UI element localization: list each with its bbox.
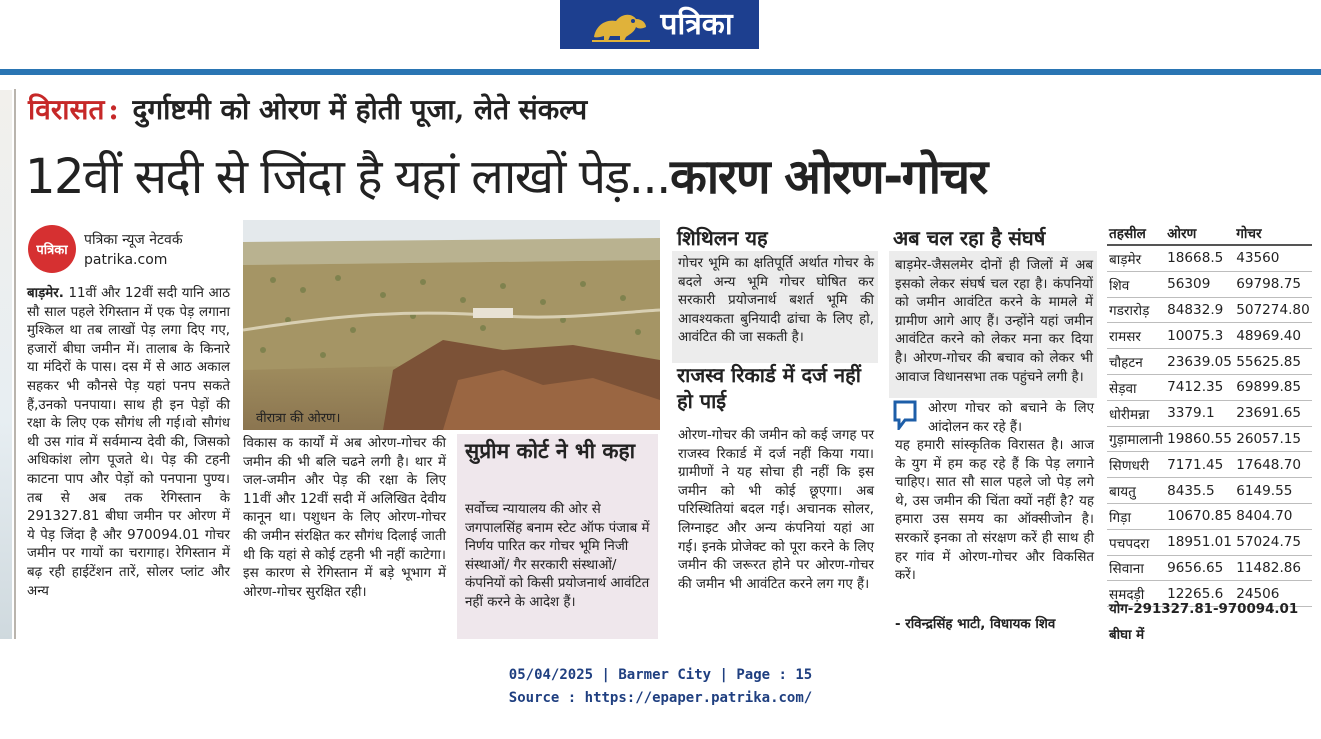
headline-part-a: 12वीं सदी से जिंदा है यहां लाखों पेड़... — [25, 149, 670, 205]
table-row — [1107, 555, 1312, 581]
table-cell-gochar: 11482.86 — [1234, 555, 1312, 581]
table-cell-gochar: 57024.75 — [1234, 529, 1312, 555]
lion-emblem-icon — [586, 5, 656, 45]
table-row — [1107, 349, 1312, 375]
table-cell-gochar: 8404.70 — [1234, 503, 1312, 529]
table-cell-oran: 10670.85 — [1165, 503, 1234, 529]
quote-icon — [893, 400, 917, 430]
table-row — [1107, 323, 1312, 349]
table-cell-oran: 7171.45 — [1165, 452, 1234, 478]
table-cell-tehsil: बायतु — [1107, 478, 1165, 504]
table-header-gochar: गोचर — [1234, 220, 1312, 245]
table-cell-tehsil: गुड़ामालानी — [1107, 426, 1165, 452]
byline-logo: पत्रिका — [28, 225, 76, 273]
table-cell-tehsil: सिवाना — [1107, 555, 1165, 581]
byline-site: patrika.com — [84, 252, 168, 268]
table-cell-gochar: 55625.85 — [1234, 349, 1312, 375]
table-cell-oran: 23639.05 — [1165, 349, 1234, 375]
quote-text-lead: ओरण गोचर को बचाने के लिए आंदोलन कर रहे हैं। — [928, 401, 1094, 435]
table-cell-gochar: 69798.75 — [1234, 271, 1312, 297]
table-cell-oran: 84832.9 — [1165, 297, 1234, 323]
table-header-row — [1107, 220, 1312, 245]
table-row — [1107, 452, 1312, 478]
dateline: बाड़मेर. — [27, 286, 64, 301]
footer-source: Source : https://epaper.patrika.com/ — [508, 690, 813, 706]
photo-caption: वीरात्रा की ओरण। — [256, 411, 341, 426]
table-cell-oran: 3379.1 — [1165, 400, 1234, 426]
byline-network: पत्रिका न्यूज नेटवर्क — [84, 232, 183, 248]
table-cell-tehsil: सेड़वा — [1107, 374, 1165, 400]
table-cell-tehsil: पचपदरा — [1107, 529, 1165, 555]
table-cell-oran: 8435.5 — [1165, 478, 1234, 504]
table-cell-gochar: 26057.15 — [1234, 426, 1312, 452]
quote-attribution-text: - रविन्द्रसिंह भाटी, विधायक शिव — [895, 617, 1056, 632]
orans-landscape-image — [243, 220, 660, 430]
kicker-separator: : — [108, 93, 119, 126]
revenue-record-heading: राजस्व रिकार्ड में दर्ज नहीं हो पाई — [677, 363, 861, 413]
table-unit: बीघा में — [1109, 628, 1145, 639]
struggle-text: बाड़मेर-जैसलमेर दोनों ही जिलों में अब इसको लेकर संघर्ष चल रहा है। कंपनियों को जमीन आवंटित करने के मामले में ग्रामीण आगे आए हैं। उन्होंने यहां जमीन आवंटित करने को लेकर मना कर दिया है। ओरण-गोचर की बचाव को लेकर भी आवाज विधानसभा तक पहुंचने लगी है। — [895, 258, 1093, 385]
table-cell-gochar: 23691.65 — [1234, 400, 1312, 426]
footer-date-edition: 05/04/2025 | Barmer City | Page : 15 — [508, 667, 813, 683]
table-cell-gochar: 17648.70 — [1234, 452, 1312, 478]
table-cell-tehsil: बाड़मेर — [1107, 245, 1165, 271]
struggle-heading: अब चल रहा है संघर्ष — [893, 226, 1046, 250]
table-cell-gochar: 24506 — [1234, 581, 1312, 607]
table-cell-tehsil: चौहटन — [1107, 349, 1165, 375]
revenue-record-text: ओरण-गोचर की जमीन को कई जगह पर राजस्व रिकार्ड में दर्ज नहीं किया गया। ग्रामीणों ने यह सोचा ही नहीं कि इस जमीन को भी कोई छूएगा। अब परिस्थितियां बदल गई। अचानक सोलर, लिग्नाइट और अन्य कंपनियां यहां आ गई। इनके प्रोजेक्ट को पूरा करने के लिए जमीन की जरूरत होने पर ओरण-गोचर की जमीन भी आवंटित करने लग गए हैं। — [678, 428, 874, 592]
table-row — [1107, 426, 1312, 452]
kicker-label: विरासत — [28, 93, 105, 126]
table-cell-oran: 9656.65 — [1165, 555, 1234, 581]
column-divider — [14, 89, 16, 639]
table-cell-oran: 10075.3 — [1165, 323, 1234, 349]
table-cell-tehsil: रामसर — [1107, 323, 1165, 349]
table-header-oran: ओरण — [1165, 220, 1234, 245]
table-header-tehsil: तहसील — [1107, 220, 1165, 245]
masthead-logo — [560, 0, 759, 49]
article-headline — [25, 147, 987, 207]
table-cell-gochar: 69899.85 — [1234, 374, 1312, 400]
table-cell-oran: 12265.6 — [1165, 581, 1234, 607]
table-cell-tehsil: गिड़ा — [1107, 503, 1165, 529]
kicker-text: दुर्गाष्टमी को ओरण में होती पूजा, लेते संकल्प — [132, 93, 588, 126]
table-cell-oran: 18668.5 — [1165, 245, 1234, 271]
table-cell-tehsil: शिव — [1107, 271, 1165, 297]
landscape-photo — [243, 220, 660, 430]
table-row — [1107, 245, 1312, 271]
table-row — [1107, 400, 1312, 426]
table-cell-gochar: 507274.80 — [1234, 297, 1312, 323]
relaxation-heading: शिथिलन यह — [677, 226, 768, 250]
table-cell-oran: 56309 — [1165, 271, 1234, 297]
table-row — [1107, 297, 1312, 323]
table-row — [1107, 478, 1312, 504]
table-cell-oran: 19860.55 — [1165, 426, 1234, 452]
table-cell-gochar: 43560 — [1234, 245, 1312, 271]
supreme-court-text: सर्वोच्च न्यायालय की ओर से जगपालसिंह बनाम स्टेट ऑफ पंजाब में निर्णय पारित कर गोचर भूमि निजी संस्थाओं/ गैर सरकारी संस्थाओं/कंपनियों को किसी प्रयोजनार्थ आवंटित नहीं करने के आदेश हैं। — [465, 502, 650, 610]
table-row — [1107, 529, 1312, 555]
supreme-court-heading: सुप्रीम कोर्ट ने भी कहा — [465, 439, 636, 463]
adjacent-page-edge — [0, 90, 12, 639]
table-row — [1107, 503, 1312, 529]
brand-name: पत्रिका — [660, 7, 733, 42]
article-kicker — [28, 90, 587, 130]
quote-text: यह हमारी सांस्कृतिक विरासत है। आज के युग में हम कह रहे हैं कि पेड़ लगाने चाहिए। सात सौ साल पहले जो पेड़ लगे थे, उस जमीन की चिंता क्यों नहीं है? यह हमारा उस समय का ऑक्सीजोन है। सरकारें इनका तो संरक्षण करें ही साथ ही हर गांव में ओरण-गोचर और विकसित करें। — [895, 438, 1094, 584]
relaxation-text: गोचर भूमि का क्षतिपूर्ति अर्थात गोचर के बदले अन्य भूमि गोचर घोषित कर सरकारी प्रयोजनार्थ बशर्त भूमि की आवश्यकता बुनियादी ढांचा के लिए हो, आवंटित की जा सकती है। — [678, 256, 874, 346]
table-cell-gochar: 6149.55 — [1234, 478, 1312, 504]
table-cell-tehsil: सिणधरी — [1107, 452, 1165, 478]
body-column-left — [27, 285, 230, 601]
newspaper-clipping — [0, 75, 1321, 639]
table-total: योग-291327.81-970094.01 — [1109, 602, 1299, 617]
headline-part-b: कारण ओरण-गोचर — [669, 149, 987, 205]
table-cell-tehsil: समदड़ी — [1107, 581, 1165, 607]
quote-attribution — [895, 616, 1094, 635]
body-text-left: 11वीं और 12वीं सदी यानि आठ सौ साल पहले रेगिस्तान में एक पेड़ लगाना मुश्किल था तब लाखों पेड़ लगा दिए गए, हजारों बीघा जमीन में। तालाब के किनारे या मंदिरों के पास। दस में से आठ अकाल सहकर भी कौनसे पेड़ यहां पनप सकते हैं,उनको पनपाया। साथ ही इन पेड़ों की रक्षा के लिए एक सौगंध ली गई।वो सौगंध थी उस गांव में सर्वमान्य देवी की, जिसको अधिकांश लोग पूजते थे। पेड़ की टहनी काटना पाप और पेड़ों को पनपाना पुण्य। तब से अब तक रेगिस्तान के 291327.81 बीघा जमीन पर ओरण में ये पेड़ जिंदा है और 970094.01 गोचर जमीन पर गायों का चरागाह। रेगिस्तान में बढ़ रही हाईटेंशन तारें, सोलर प्लांट और अन्य — [27, 286, 230, 599]
table-row — [1107, 374, 1312, 400]
table-cell-tehsil: धोरीमन्ना — [1107, 400, 1165, 426]
land-area-table — [1107, 220, 1312, 607]
table-cell-oran: 18951.01 — [1165, 529, 1234, 555]
table-cell-oran: 7412.35 — [1165, 374, 1234, 400]
table-row — [1107, 271, 1312, 297]
body-column-mid-left: विकास क कार्यों में अब ओरण-गोचर की जमीन की भी बलि चढने लगी है। थार में जल-जमीन और पेड़ की रक्षा के लिए 11वीं और 12वीं सदी में अलिखित देवीय कानून था। पशुधन के लिए ओरण-गोचर की जमीन संरक्षित कर सौगंध दिलाई जाती थी कि यहां से कोई टहनी भी नहीं काटेगा।इस कारण से रेगिस्तान में बड़े भूभाग में ओरण-गोचर सुरक्षित रही। — [243, 436, 446, 600]
table-cell-gochar: 48969.40 — [1234, 323, 1312, 349]
table-cell-tehsil: गडरारोड़ — [1107, 297, 1165, 323]
